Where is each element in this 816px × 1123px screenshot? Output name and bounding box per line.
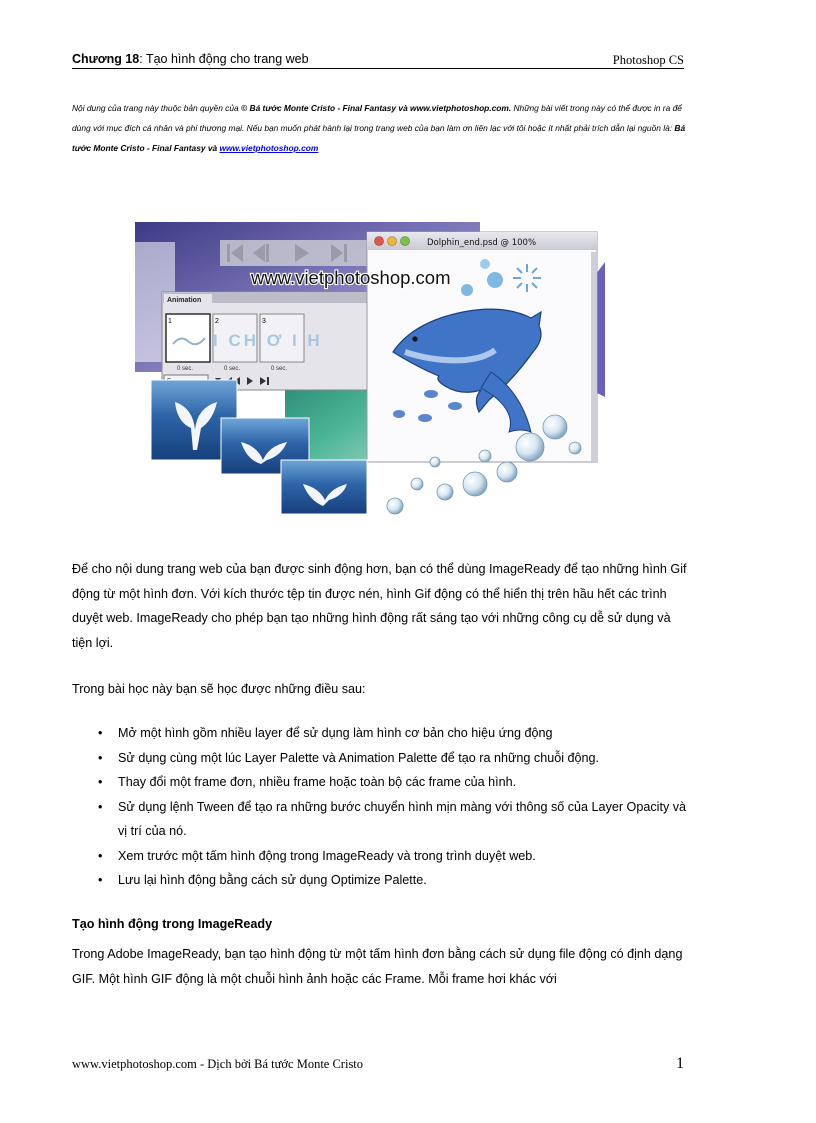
bullet-icon: • bbox=[98, 873, 103, 887]
whale-tail-photo-3 bbox=[281, 460, 367, 514]
list-item-text: Lưu lại hình động bằng cách sử dụng Optimize Palette. bbox=[118, 873, 427, 887]
list-item bbox=[72, 721, 692, 746]
frame-delay-3: 0 sec. bbox=[271, 366, 288, 372]
list-item bbox=[72, 795, 692, 844]
bullet-icon: • bbox=[98, 726, 103, 740]
fish-icon bbox=[424, 390, 438, 398]
close-dot-icon bbox=[375, 237, 384, 246]
section-paragraph: Trong Adobe ImageReady, bạn tạo hình động từ một tấm hình đơn bằng cách sử dụng file động có định dạng GIF. Một hình GIF động là một chuỗi hình ảnh hoặc các Frame. Mỗi frame hơi khác với bbox=[72, 947, 683, 986]
notice-text-2: Những bài viết trong này có thể được in ra để dùng với mục đích cá nhân và phi thương mại. Nếu bạn muốn phát hành lại trong trang web của bạn làm ơn liên lạc với tôi hoặc ít nhất phải trích dẫn lại nguồn là: bbox=[72, 103, 682, 133]
list-item-text: Sử dụng lệnh Tween để tạo ra những bước chuyển hình mịn màng với thông số của Layer Opacity và vị trí của nó. bbox=[118, 799, 687, 838]
chapter-label: Chương 18 bbox=[72, 52, 140, 66]
zoom-dot-icon bbox=[401, 237, 410, 246]
frame-number-3: 3 bbox=[262, 318, 266, 325]
frame-delay-2: 0 sec. bbox=[224, 366, 241, 372]
list-item-text: Sử dụng cùng một lúc Layer Palette và Animation Palette để tạo ra những chuỗi động. bbox=[118, 750, 600, 765]
page-number: 1 bbox=[676, 1055, 684, 1072]
palette-title: Animation bbox=[167, 297, 202, 304]
vietphotoshop-link[interactable]: www.vietphotoshop.com bbox=[219, 143, 319, 153]
footer-credit: www.vietphotoshop.com - Dịch bởi Bá tước Monte Cristo bbox=[72, 1057, 364, 1071]
product-name: Photoshop CS bbox=[612, 53, 684, 67]
animation-palette bbox=[162, 292, 382, 390]
notice-bold-2: Bá tước Monte Cristo - Final Fantasy và bbox=[72, 123, 686, 153]
list-item-text: Xem trước một tấm hình động trong ImageReady và trong trình duyệt web. bbox=[118, 848, 536, 863]
objectives-list bbox=[72, 721, 692, 893]
chapter-title: : Tạo hình động cho trang web bbox=[139, 52, 309, 66]
page-header bbox=[72, 52, 684, 69]
list-item-text: Thay đổi một frame đơn, nhiều frame hoặc toàn bộ các frame của hình. bbox=[118, 775, 517, 789]
bullet-icon: • bbox=[98, 750, 103, 765]
list-item bbox=[72, 868, 692, 893]
notice-bold-1: © Bá tước Monte Cristo - Final Fantasy và www.vietphotoshop.com. bbox=[241, 103, 512, 113]
window-title: Dolphin_end.psd @ 100% bbox=[427, 238, 537, 248]
watermark-text: www.vietphotoshop.com bbox=[251, 267, 451, 288]
imageready-figure bbox=[135, 222, 605, 522]
minimize-dot-icon bbox=[388, 237, 397, 246]
list-item-text: Mở một hình gồm nhiều layer để sử dụng làm hình cơ bản cho hiệu ứng động bbox=[118, 726, 553, 740]
lesson-intro: Trong bài học này bạn sẽ học được những điều sau: bbox=[72, 682, 366, 696]
playback-controls-large bbox=[220, 240, 370, 266]
frame-delay-1: 0 sec. bbox=[177, 366, 194, 372]
list-item bbox=[72, 844, 692, 869]
frame-number-1: 1 bbox=[168, 318, 172, 325]
bullet-icon: • bbox=[98, 799, 103, 814]
chapter-heading bbox=[72, 52, 309, 66]
list-item bbox=[72, 746, 692, 771]
intro-paragraph: Để cho nội dung trang web của bạn được sinh động hơn, bạn có thể dùng ImageReady để tạo những hình Gif động từ một hình đơn. Với kích thước tệp tin được nén, hình Gif động có thể hiển thị trên hầu hết các trình duyệt web. ImageReady cho phép bạn tạo những hình động rất sáng tạo với những công cụ dễ sử dụng và tiện lợi. bbox=[72, 562, 687, 650]
bullet-icon: • bbox=[98, 848, 103, 863]
frame-number-2: 2 bbox=[215, 318, 219, 325]
section-heading: Tạo hình động trong ImageReady bbox=[72, 917, 273, 931]
frame-preview-text: I CH Ơ I H bbox=[213, 331, 323, 350]
list-item bbox=[72, 770, 692, 795]
copyright-notice bbox=[72, 98, 692, 158]
bullet-icon: • bbox=[98, 775, 103, 789]
notice-text-1: Nội dung của trang này thuộc bản quyền của bbox=[72, 103, 242, 113]
